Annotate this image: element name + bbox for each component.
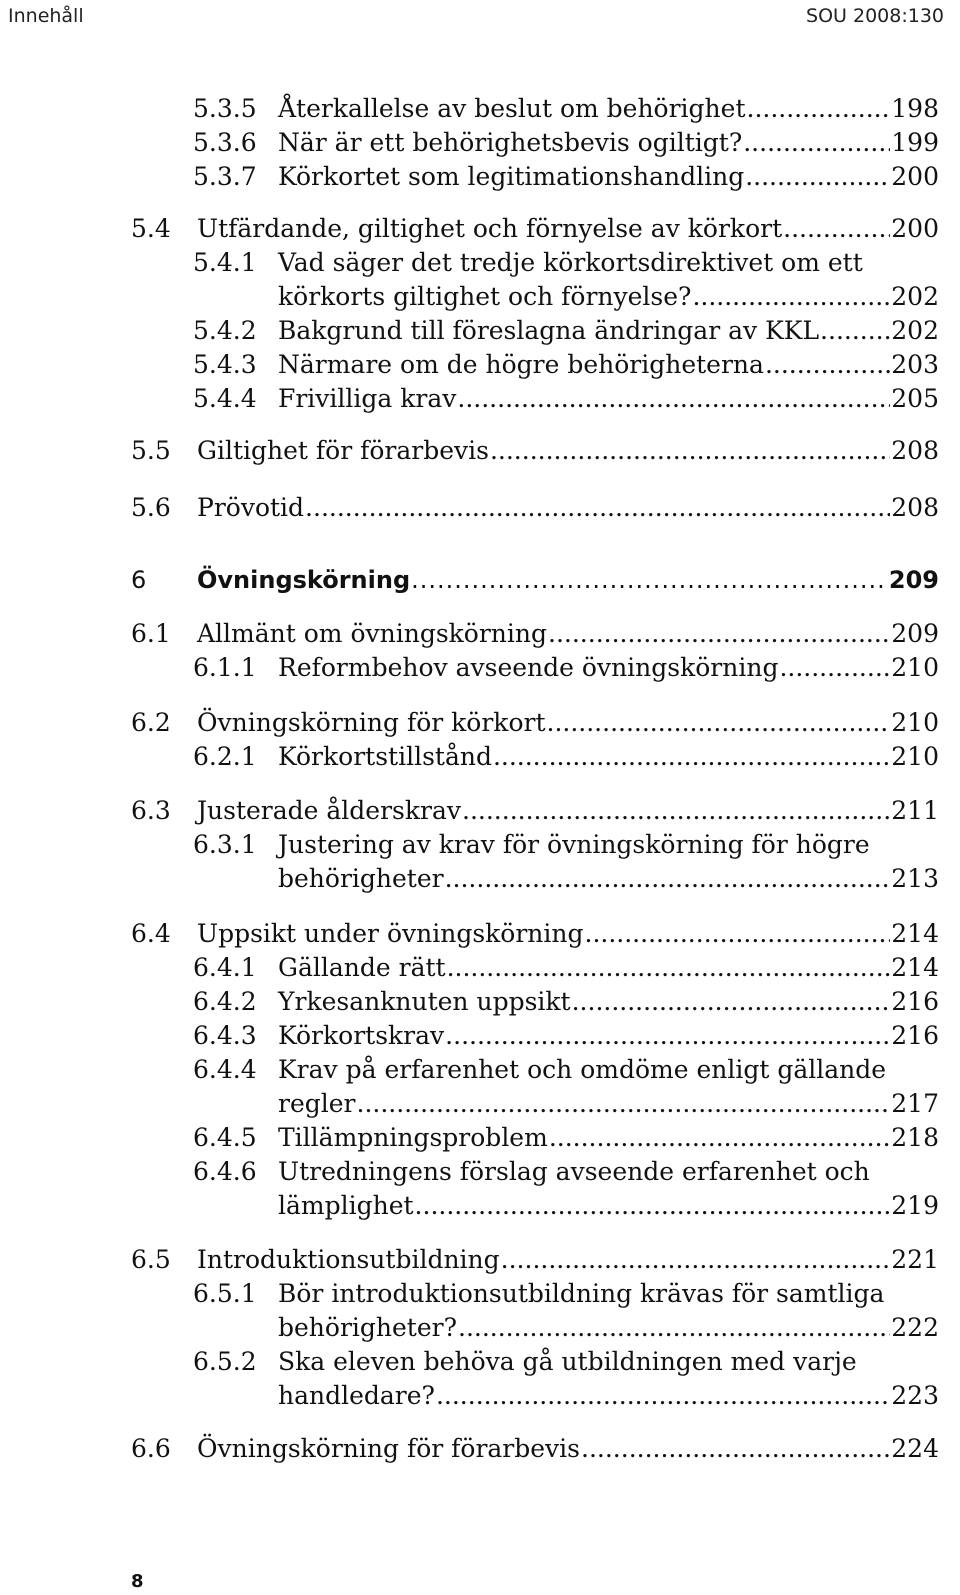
toc-entry-page-number: 222 <box>891 1313 939 1342</box>
toc-entry-page-number: 200 <box>891 162 939 191</box>
toc-entry-title: behörigheter <box>278 864 444 893</box>
toc-entry-title: Utredningens förslag avseende erfarenhet och <box>278 1157 870 1186</box>
dot-leader <box>445 862 891 896</box>
toc-entry-title: Prövotid <box>197 493 305 522</box>
toc-entry-number: 5.3.7 <box>193 162 257 191</box>
toc-entry-title: Introduktionsutbildning <box>197 1245 500 1274</box>
toc-entry-title: regler <box>278 1089 356 1118</box>
toc-entry-number: 5.4.2 <box>193 316 257 345</box>
toc-entry-number: 5.3.6 <box>193 128 257 157</box>
toc-entry-page-number: 203 <box>891 350 939 379</box>
dot-leader <box>357 1087 891 1121</box>
dot-leader <box>462 794 890 828</box>
toc-entry-page-number: 200 <box>891 214 939 243</box>
toc-entry-number: 5.4.3 <box>193 350 257 379</box>
toc-entry-page-number: 214 <box>891 953 939 982</box>
dot-leader <box>820 314 890 348</box>
dot-leader <box>501 1243 891 1277</box>
dot-leader <box>457 382 890 416</box>
toc-entry-title: Närmare om de högre behörigheterna <box>278 350 764 379</box>
toc-entry-title: Vad säger det tredje körkortsdirektivet om ett <box>278 248 863 277</box>
toc-entry-page-number: 213 <box>891 864 939 893</box>
dot-leader <box>458 1311 890 1345</box>
toc-entry-number: 5.4.4 <box>193 384 257 413</box>
toc-entry-title: Giltighet för förarbevis <box>197 436 489 465</box>
toc-entry-page-number: 209 <box>891 619 939 648</box>
toc-entry-page-number: 209 <box>888 566 939 594</box>
toc-entry-page-number: 210 <box>891 742 939 771</box>
toc-entry-page-number: 217 <box>891 1089 939 1118</box>
toc-entry-title: Allmänt om övningskörning <box>197 619 548 648</box>
toc-entry-number: 6.5.1 <box>193 1279 257 1308</box>
dot-leader <box>447 951 891 985</box>
toc-entry-title: När är ett behörighetsbevis ogiltigt? <box>278 128 743 157</box>
toc-entry-page-number: 210 <box>891 653 939 682</box>
toc-entry-number: 6.3.1 <box>193 830 257 859</box>
toc-entry-title: Justering av krav för övningskörning för högre <box>278 830 870 859</box>
toc-entry-title: Övningskörning för körkort <box>197 708 546 737</box>
toc-entry-title: Körkortskrav <box>278 1021 445 1050</box>
toc-entry-page-number: 214 <box>891 919 939 948</box>
dot-leader <box>415 1189 891 1223</box>
toc-entry-title: Återkallelse av beslut om behörighet <box>278 94 746 123</box>
toc-entry-number: 5.6 <box>131 493 171 522</box>
toc-entry-number: 5.4 <box>131 214 171 243</box>
toc-entry-number: 6 <box>131 566 147 594</box>
dot-leader <box>305 491 890 525</box>
page-number: 8 <box>131 1571 144 1592</box>
toc-entry-page-number: 211 <box>891 796 939 825</box>
toc-entry-title: Tillämpningsproblem <box>278 1123 548 1152</box>
toc-entry-number: 6.4.4 <box>193 1055 257 1084</box>
toc-entry-number: 5.5 <box>131 436 171 465</box>
toc-entry-page-number: 223 <box>891 1381 939 1410</box>
toc-entry-number: 6.4 <box>131 919 171 948</box>
toc-entry-title: Uppsikt under övningskörning <box>197 919 584 948</box>
toc-entry-number: 6.1 <box>131 619 171 648</box>
toc-entry-number: 6.2 <box>131 708 171 737</box>
toc-entry-page-number: 208 <box>891 436 939 465</box>
toc-entry-number: 5.4.1 <box>193 248 257 277</box>
dot-leader <box>445 1019 890 1053</box>
dot-leader <box>747 92 891 126</box>
toc-entry-number: 6.5 <box>131 1245 171 1274</box>
dot-leader <box>493 740 890 774</box>
toc-entry-title: Krav på erfarenhet och omdöme enligt gällande <box>278 1055 887 1084</box>
running-header-document-id: SOU 2008:130 <box>806 5 944 27</box>
toc-entry-number: 6.3 <box>131 796 171 825</box>
toc-entry-page-number: 210 <box>891 708 939 737</box>
running-header-section: Innehåll <box>8 5 84 27</box>
toc-entry-page-number: 202 <box>891 316 939 345</box>
toc-entry-page-number: 224 <box>891 1434 939 1463</box>
toc-entry-title: körkorts giltighet och förnyelse? <box>278 282 692 311</box>
dot-leader <box>745 160 890 194</box>
dot-leader <box>490 434 890 468</box>
toc-entry-page-number: 198 <box>891 94 939 123</box>
toc-entry-title: Justerade ålderskrav <box>197 796 462 825</box>
toc-entry-title: Bör introduktionsutbildning krävas för samtliga <box>278 1279 885 1308</box>
dot-leader <box>548 617 890 651</box>
toc-entry-page-number: 202 <box>891 282 939 311</box>
toc-entry-title: lämplighet <box>278 1191 414 1220</box>
toc-entry-page-number: 199 <box>891 128 939 157</box>
toc-entry-page-number: 216 <box>891 1021 939 1050</box>
toc-entry-title: Reformbehov avseende övningskörning <box>278 653 779 682</box>
toc-entry-title: Frivilliga krav <box>278 384 457 413</box>
dot-leader <box>779 651 890 685</box>
toc-entry-number: 6.4.3 <box>193 1021 257 1050</box>
toc-entry-title: Körkortstillstånd <box>278 742 492 771</box>
toc-entry-title: Övningskörning <box>197 566 411 594</box>
toc-entry-page-number: 208 <box>891 493 939 522</box>
dot-leader <box>549 1121 890 1155</box>
dot-leader <box>765 348 890 382</box>
toc-entry-page-number: 219 <box>891 1191 939 1220</box>
toc-entry-page-number: 205 <box>891 384 939 413</box>
toc-entry-title: handledare? <box>278 1381 435 1410</box>
toc-entry-title: Utfärdande, giltighet och förnyelse av körkort <box>197 214 783 243</box>
toc-entry-page-number: 216 <box>891 987 939 1016</box>
toc-entry-number: 6.4.1 <box>193 953 257 982</box>
toc-entry-page-number: 221 <box>891 1245 939 1274</box>
dot-leader <box>436 1379 890 1413</box>
toc-entry-number: 6.4.5 <box>193 1123 257 1152</box>
toc-entry-number: 6.1.1 <box>193 653 257 682</box>
dot-leader <box>692 280 890 314</box>
toc-entry-number: 6.2.1 <box>193 742 257 771</box>
toc-entry-number: 6.4.6 <box>193 1157 257 1186</box>
dot-leader <box>783 212 890 246</box>
toc-entry-number: 6.5.2 <box>193 1347 257 1376</box>
toc-entry-title: Yrkesanknuten uppsikt <box>278 987 571 1016</box>
dot-leader <box>547 706 891 740</box>
toc-entry-number: 6.6 <box>131 1434 171 1463</box>
dot-leader <box>581 1432 890 1466</box>
dot-leader <box>743 126 890 160</box>
toc-entry-title: Ska eleven behöva gå utbildningen med varje <box>278 1347 857 1376</box>
toc-entry-title: Körkortet som legitimationshandling <box>278 162 745 191</box>
toc-entry-title: behörigheter? <box>278 1313 457 1342</box>
toc-entry-title: Bakgrund till föreslagna ändringar av KKL <box>278 316 820 345</box>
toc-entry-title: Övningskörning för förarbevis <box>197 1434 581 1463</box>
toc-entry-page-number: 218 <box>891 1123 939 1152</box>
toc-entry-number: 5.3.5 <box>193 94 257 123</box>
toc-entry-number: 6.4.2 <box>193 987 257 1016</box>
dot-leader <box>572 985 891 1019</box>
toc-entry-title: Gällande rätt <box>278 953 446 982</box>
dot-leader <box>411 563 888 597</box>
dot-leader <box>585 917 891 951</box>
